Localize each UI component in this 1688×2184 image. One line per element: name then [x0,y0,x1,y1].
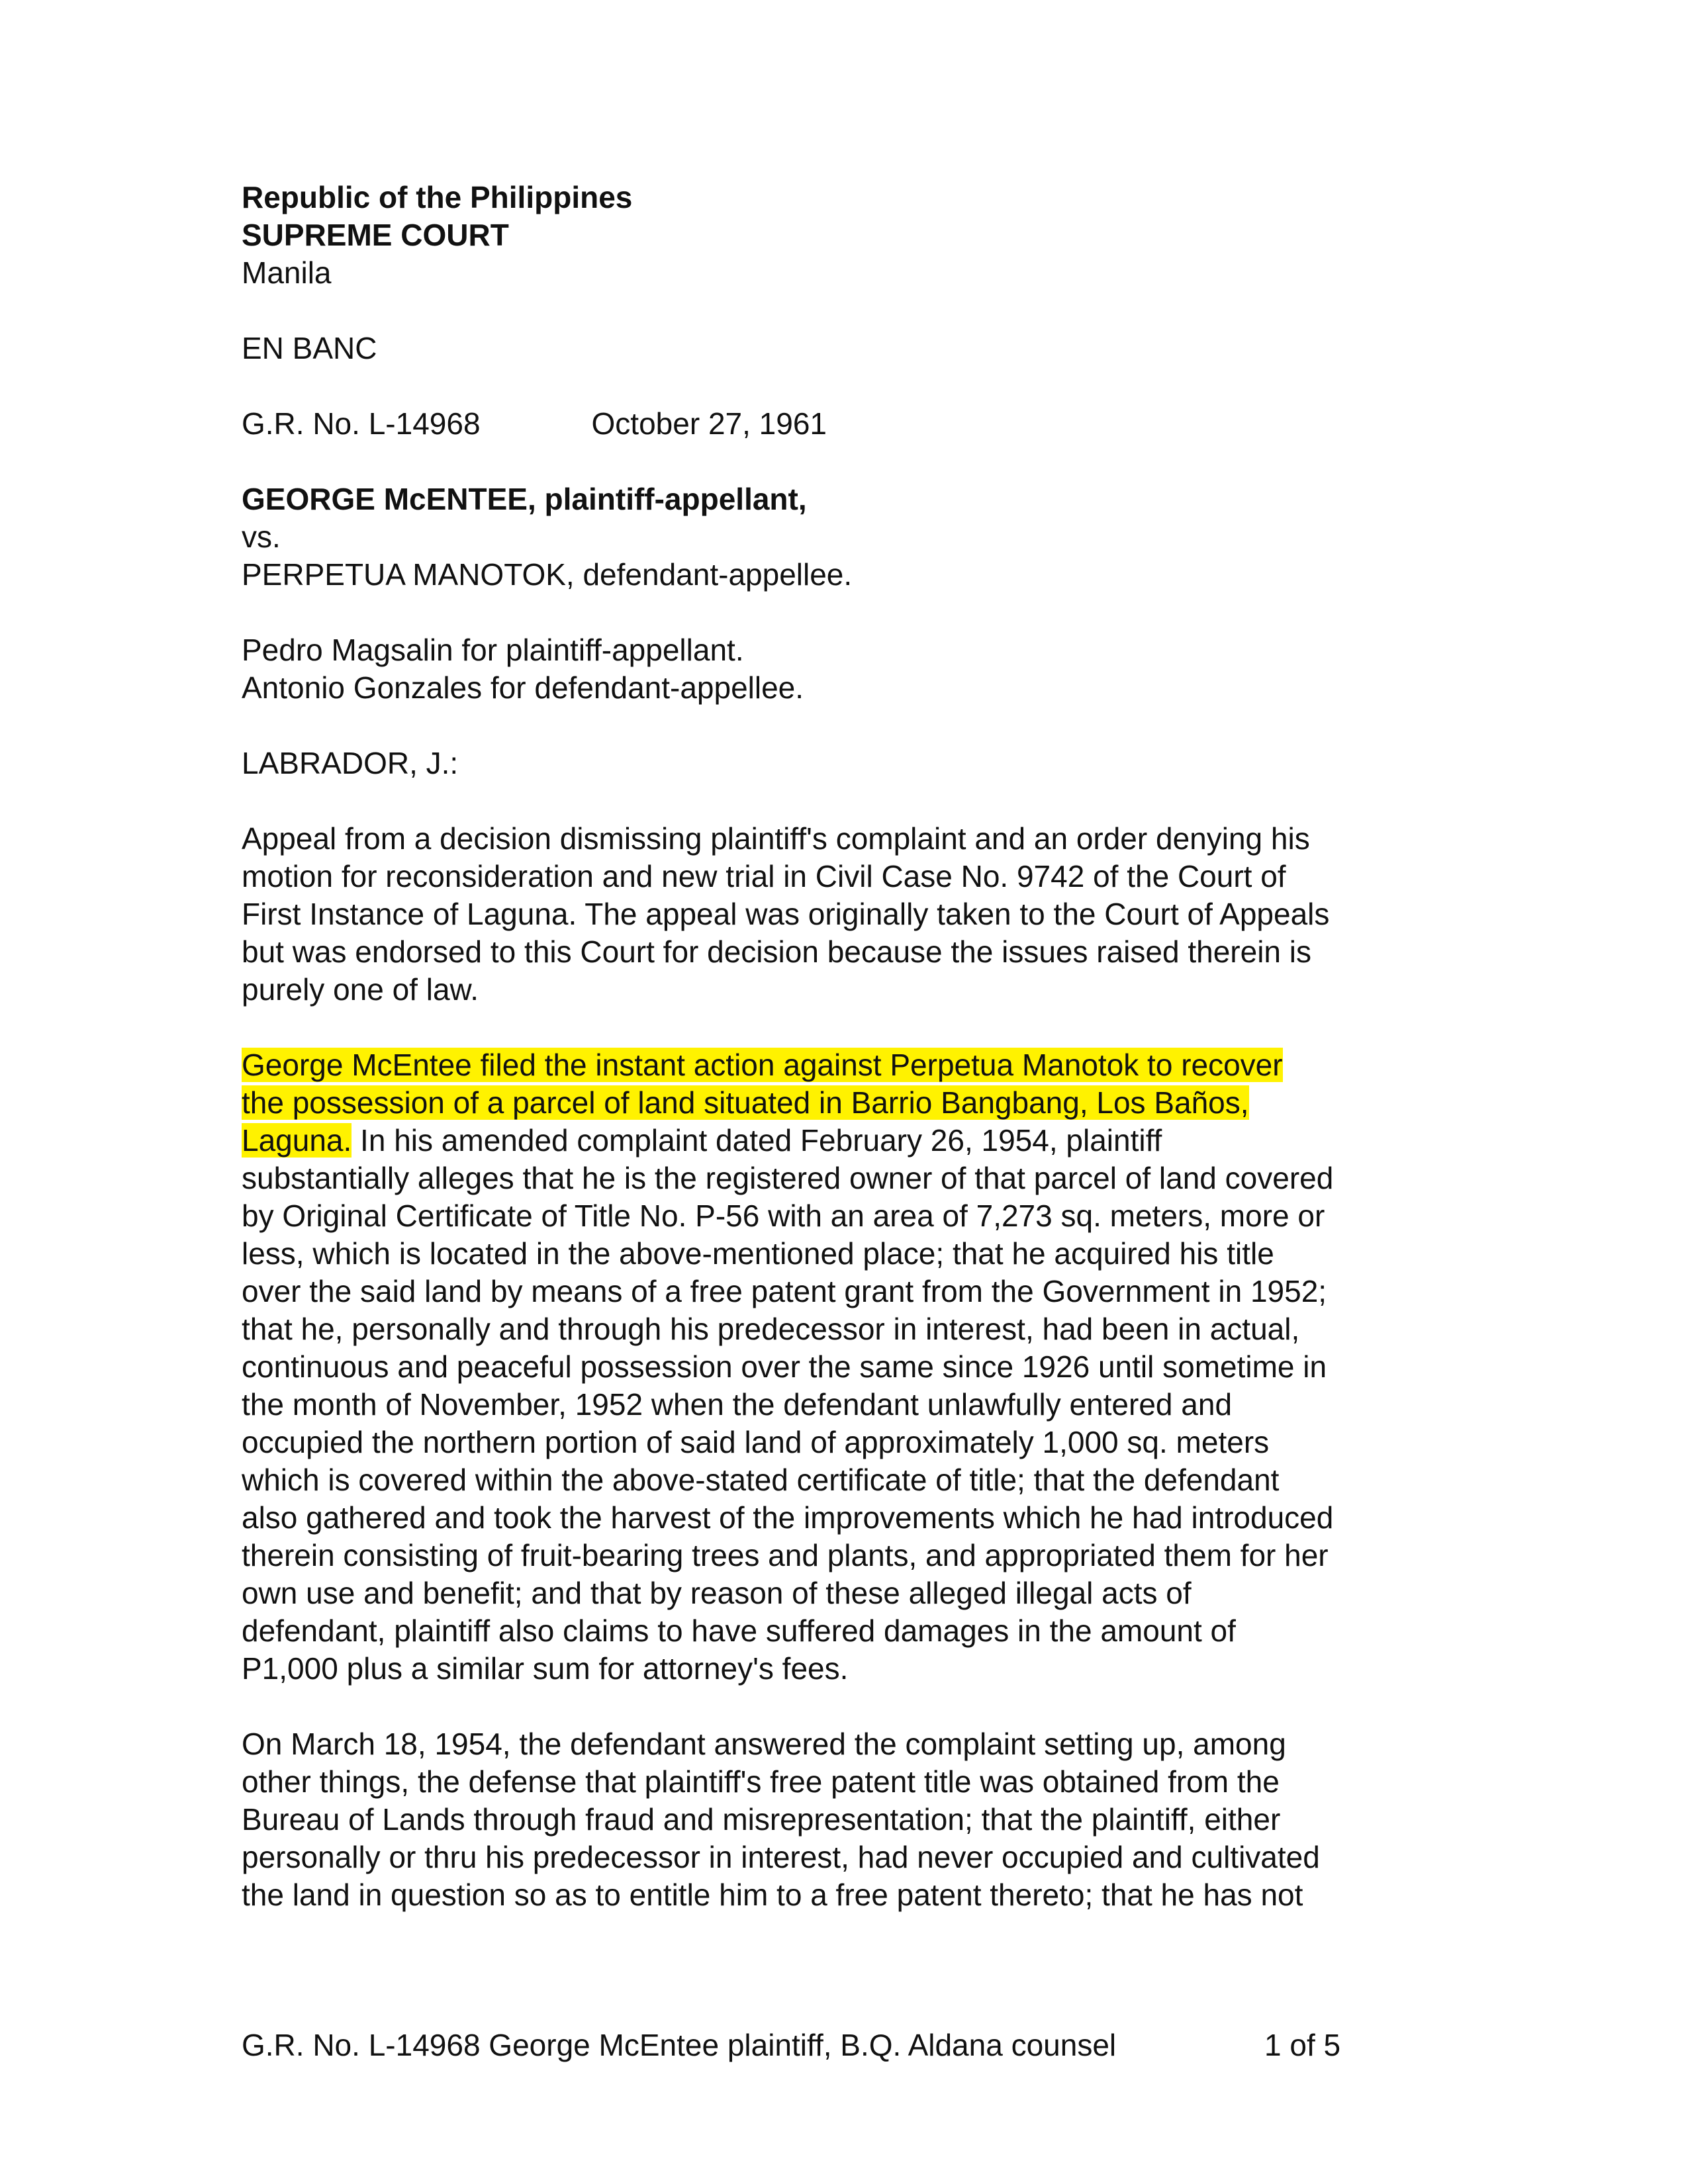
page-number: 1 of 5 [1264,2028,1341,2062]
paragraph-line: the land in question so as to entitle him to a free patent thereto; that he has not [242,1878,1303,1912]
document-page [242,179,1456,1914]
header-city: Manila [242,255,332,290]
paragraph-line: purely one of law. [242,972,479,1007]
paragraph-line: over the said land by means of a free patent grant from the Government in 1952; [242,1274,1327,1308]
paragraph-line [242,1084,1456,1122]
ponente: LABRADOR, J.: [242,746,459,780]
case-number: G.R. No. L-14968 [242,406,481,441]
plaintiff-name: GEORGE McENTEE, plaintiff-appellant, [242,482,807,516]
paragraph-line: by Original Certificate of Title No. P-56 with an area of 7,273 sq. meters, more or [242,1199,1325,1233]
paragraph-line: the month of November, 1952 when the defendant unlawfully entered and [242,1387,1233,1422]
paragraph-line: motion for reconsideration and new trial in Civil Case No. 9742 of the Court of [242,859,1286,893]
paragraph-line [242,1046,1456,1084]
paragraph-line: less, which is located in the above-mentioned place; that he acquired his title [242,1236,1274,1271]
page-footer [242,2026,1367,2064]
paragraph-3 [242,1725,1456,1914]
highlighted-text: the possession of a parcel of land situated in Barrio Bangbang, Los Baños, [242,1085,1249,1120]
paragraph-line: therein consisting of fruit-bearing trees and plants, and appropriated them for her [242,1538,1329,1572]
paragraph-line: substantially alleges that he is the registered owner of that parcel of land covered [242,1161,1334,1195]
paragraph-line: occupied the northern portion of said land of approximately 1,000 sq. meters [242,1425,1270,1459]
paragraph-line: other things, the defense that plaintiff's free patent title was obtained from the [242,1764,1280,1799]
paragraph-line: also gathered and took the harvest of the improvements which he had introduced [242,1500,1334,1535]
highlighted-text: George McEntee filed the instant action against Perpetua Manotok to recover [242,1048,1283,1082]
case-date: October 27, 1961 [591,406,827,441]
case-line [242,405,1456,443]
division-label: EN BANC [242,331,377,365]
paragraph-line: On March 18, 1954, the defendant answered the complaint setting up, among [242,1727,1286,1761]
paragraph-line: personally or thru his predecessor in interest, had never occupied and cultivated [242,1840,1320,1874]
paragraph-line: that he, personally and through his predecessor in interest, had been in actual, [242,1312,1300,1346]
paragraph-line: own use and benefit; and that by reason of these alleged illegal acts of [242,1576,1192,1610]
paragraph-text: In his amended complaint dated February 26, 1954, plaintiff [352,1123,1162,1158]
highlighted-text: Laguna. [242,1123,352,1158]
paragraph-1 [242,820,1456,1009]
paragraph-line: continuous and peaceful possession over the same since 1926 until sometime in [242,1349,1327,1384]
footer-text: G.R. No. L-14968 George McEntee plaintiff, B.Q. Aldana counsel [242,2028,1117,2062]
plaintiff-counsel: Pedro Magsalin for plaintiff-appellant. [242,633,744,667]
paragraph-line: which is covered within the above-stated certificate of title; that the defendant [242,1463,1280,1497]
paragraph-line: P1,000 plus a similar sum for attorney's fees. [242,1651,849,1686]
paragraph-line: but was endorsed to this Court for decision because the issues raised therein is [242,934,1311,969]
versus: vs. [242,520,281,554]
defendant-counsel: Antonio Gonzales for defendant-appellee. [242,670,804,705]
paragraph-2 [242,1046,1456,1688]
paragraph-line: defendant, plaintiff also claims to have suffered damages in the amount of [242,1614,1236,1648]
paragraph-line: First Instance of Laguna. The appeal was originally taken to the Court of Appeals [242,897,1330,931]
paragraph-line: Appeal from a decision dismissing plaintiff's complaint and an order denying his [242,821,1310,856]
paragraph-line: Bureau of Lands through fraud and misrepresentation; that the plaintiff, either [242,1802,1281,1837]
header-republic: Republic of the Philippines [242,180,633,214]
paragraph-line [242,1122,1456,1160]
defendant-name: PERPETUA MANOTOK, defendant-appellee. [242,557,853,592]
header-court: SUPREME COURT [242,218,509,252]
